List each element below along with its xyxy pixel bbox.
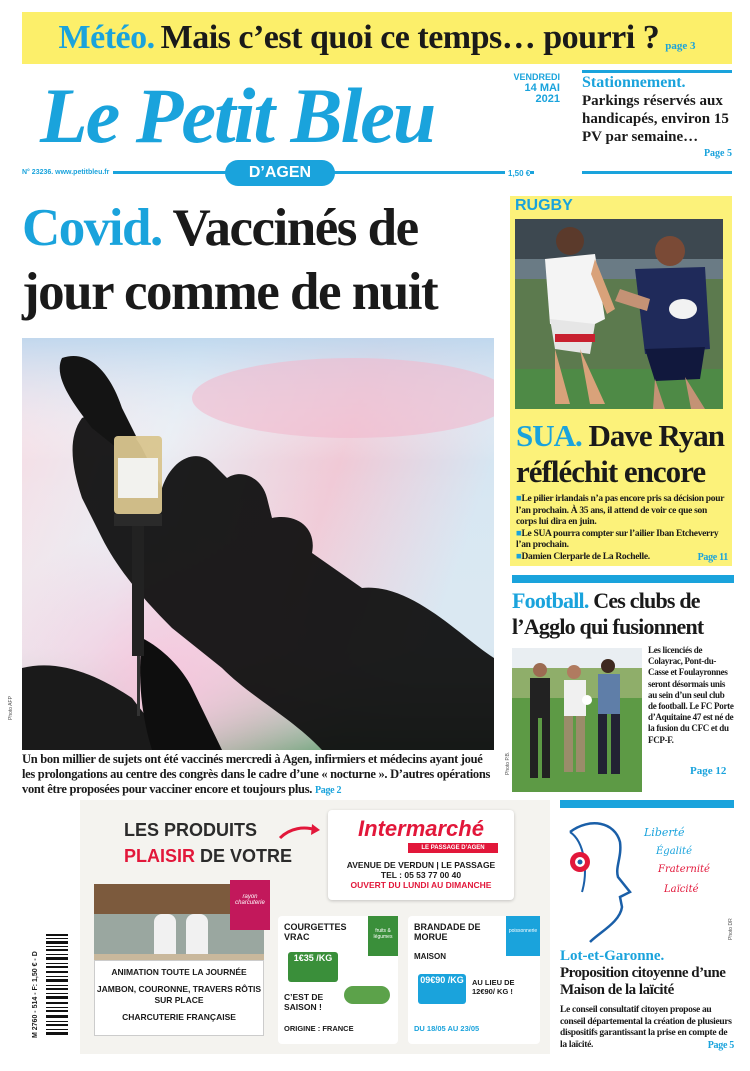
intermarche-ad[interactable] xyxy=(80,800,550,1054)
edition-badge: D’AGEN xyxy=(225,160,335,186)
ad-origine: ORIGINE : FRANCE xyxy=(284,1024,354,1033)
laicite-body-text: Le conseil consultatif citoyen propose au conseil départemental la création de plusieurs dispositifs garantissant la prise en compte de la laïcité. xyxy=(560,1005,732,1050)
football-page-ref[interactable]: Page 12 xyxy=(690,765,727,777)
newspaper-logo: Le Petit Bleu xyxy=(40,72,435,159)
laicite-body xyxy=(560,1005,734,1051)
motto-egalite: Égalité xyxy=(656,846,692,857)
laicite-photo-credit: Photo DR xyxy=(728,918,734,940)
store-card xyxy=(328,810,514,900)
rugby-photo xyxy=(515,219,723,409)
laicite-story[interactable] xyxy=(560,948,734,1051)
rugby-kicker: SUA. xyxy=(516,418,582,453)
stationnement-rule-bottom xyxy=(582,171,732,174)
issue-day: VENDREDI xyxy=(513,72,560,82)
ad-brand-title: BRANDADE DE MORUE xyxy=(414,922,481,942)
football-rule xyxy=(512,575,734,583)
ad-brand-tag: poissonnerie xyxy=(506,916,540,956)
football-headline-text: Ces clubs de l’Agglo qui fusionnent xyxy=(512,588,704,639)
ad-maison: MAISON xyxy=(414,952,446,961)
motto-liberte: Liberté xyxy=(644,826,685,839)
rugby-box[interactable] xyxy=(510,196,732,566)
barcode xyxy=(26,930,68,1040)
rugby-bullets xyxy=(516,494,728,563)
main-headline[interactable] xyxy=(22,196,502,324)
ad-line2 xyxy=(124,846,292,867)
rugby-tag: RUGBY xyxy=(515,197,573,214)
motto-fraternite: Fraternité xyxy=(658,864,710,875)
vaccine-photo-image xyxy=(22,338,494,750)
ad-hours: OUVERT DU LUNDI AU DIMANCHE xyxy=(350,880,492,890)
stationnement-rule-top xyxy=(582,70,732,73)
laicite-kicker: Lot-et-Garonne. xyxy=(560,948,665,964)
motto-laicite: Laïcité xyxy=(664,884,699,895)
ad-charcuterie-card xyxy=(94,960,264,1036)
rugby-headline-text: Dave Ryan réfléchit encore xyxy=(516,418,724,489)
ad-au-lieu: AU LIEU DE 12€90/ KG ! xyxy=(472,978,515,996)
rugby-photo-image xyxy=(515,219,723,409)
main-story-summary[interactable] xyxy=(22,752,494,798)
weather-banner[interactable] xyxy=(22,12,732,64)
ad-brand-price: 09€90 /KG xyxy=(418,974,466,1004)
main-headline-line1: Vaccinés de xyxy=(172,199,418,257)
banner-kicker: Météo. xyxy=(58,19,155,56)
stationnement-page-ref: Page 5 xyxy=(703,148,732,159)
ad-brand: Intermarché xyxy=(358,816,484,841)
ad-address: AVENUE DE VERDUN | LE PASSAGE xyxy=(346,860,496,870)
football-body: Les licenciés de Colayrac, Pont-du-Casse et Foulayronnes seront désormais unis au sein d’un seul club de football. Le FC Porte d’Aquitaine 47 est né de la fusion du CFC et du FCP-F. xyxy=(648,645,734,745)
issue-date-value: 14 MAI 2021 xyxy=(524,82,560,105)
ad-brand-sub: LE PASSAGE D’AGEN xyxy=(408,843,498,853)
store-info xyxy=(328,860,514,890)
rugby-page-ref: Page 11 xyxy=(697,551,728,563)
banner-headline: Mais c’est quoi ce temps… pourri ? xyxy=(160,19,660,56)
ad-anim: ANIMATION TOUTE LA JOURNÉE xyxy=(111,967,247,977)
ad-charcut: CHARCUTERIE FRANÇAISE xyxy=(122,1012,236,1022)
issue-date xyxy=(500,72,560,105)
main-story-text: Un bon millier de sujets ont été vaccinés mercredi à Agen, infirmiers et médecins ayant joué les prolongations au centre des congrès dans le cadre d’une « nocturne ». D’autres opérations vont être proposées pour vacciner encore et toujours plus. xyxy=(22,752,491,796)
ad-courg-price: 1€35 /KG xyxy=(288,952,338,982)
cover-price: 1,50 € xyxy=(505,169,530,178)
ad-tel: TEL : 05 53 77 00 40 xyxy=(380,870,462,880)
rugby-bullet-item: ■Le pilier irlandais n’a pas encore pris sa décision pour l’an prochain. À 35 ans, il attend de voir ce que son corps lui dira en juin. xyxy=(516,494,724,527)
rugby-bullet-item: ■Le SUA pourra compter sur l’ailier Iban Etcheverry l’an prochain. xyxy=(516,528,719,550)
ad-plaisir: PLAISIR xyxy=(124,846,196,866)
football-photo-credit: Photo P.B. xyxy=(505,751,511,775)
stationnement-kicker: Stationnement. xyxy=(582,74,686,91)
laicite-rule xyxy=(560,800,734,808)
main-story-page-ref: Page 2 xyxy=(314,785,342,796)
football-photo-image xyxy=(512,648,642,792)
ad-jambon: JAMBON, COURONNE, TRAVERS RÔTIS SUR PLACE xyxy=(96,984,262,1005)
ad-dates: DU 18/05 AU 23/05 xyxy=(414,1024,480,1033)
ad-saison: C’EST DE SAISON ! xyxy=(284,992,324,1012)
football-kicker: Football. xyxy=(512,588,589,613)
football-headline[interactable] xyxy=(512,588,734,640)
ad-de-votre: DE VOTRE xyxy=(200,846,293,866)
barcode-text: M 2760 - 514 - F: 1,50 € - D xyxy=(32,951,39,1038)
arrow-icon xyxy=(278,822,322,842)
stationnement-teaser[interactable] xyxy=(582,74,732,159)
banner-page-ref: page 3 xyxy=(665,40,696,52)
ad-courg-tag: fruits & légumes xyxy=(368,916,398,956)
main-headline-line2: jour comme de nuit xyxy=(22,263,438,321)
ad-brandade-card xyxy=(408,916,540,1044)
photo-credit: Photo AFP xyxy=(8,696,14,720)
laicite-illustration xyxy=(560,812,734,944)
ad-courgettes-card xyxy=(278,916,398,1044)
laicite-headline: Proposition citoyenne d’une Maison de la laïcité xyxy=(560,965,726,998)
football-photo xyxy=(512,648,642,792)
ad-ribbon: rayon charcuterie xyxy=(230,880,270,930)
ad-line1: LES PRODUITS xyxy=(124,820,258,840)
laicite-page-ref: Page 5 xyxy=(707,1039,734,1051)
stationnement-body: Parkings réservés aux handicapés, environ 15 PV par semaine… xyxy=(582,93,729,145)
rugby-bullet-item: ■Damien Clerparle de La Rochelle. Page 11 xyxy=(516,551,728,563)
main-headline-kicker: Covid. xyxy=(22,199,162,257)
issue-number: N° 23236. www.petitbleu.fr xyxy=(22,169,113,176)
vaccine-photo xyxy=(22,338,494,750)
ad-courg-title: COURGETTES VRAC xyxy=(284,922,347,942)
rugby-headline xyxy=(516,418,728,490)
